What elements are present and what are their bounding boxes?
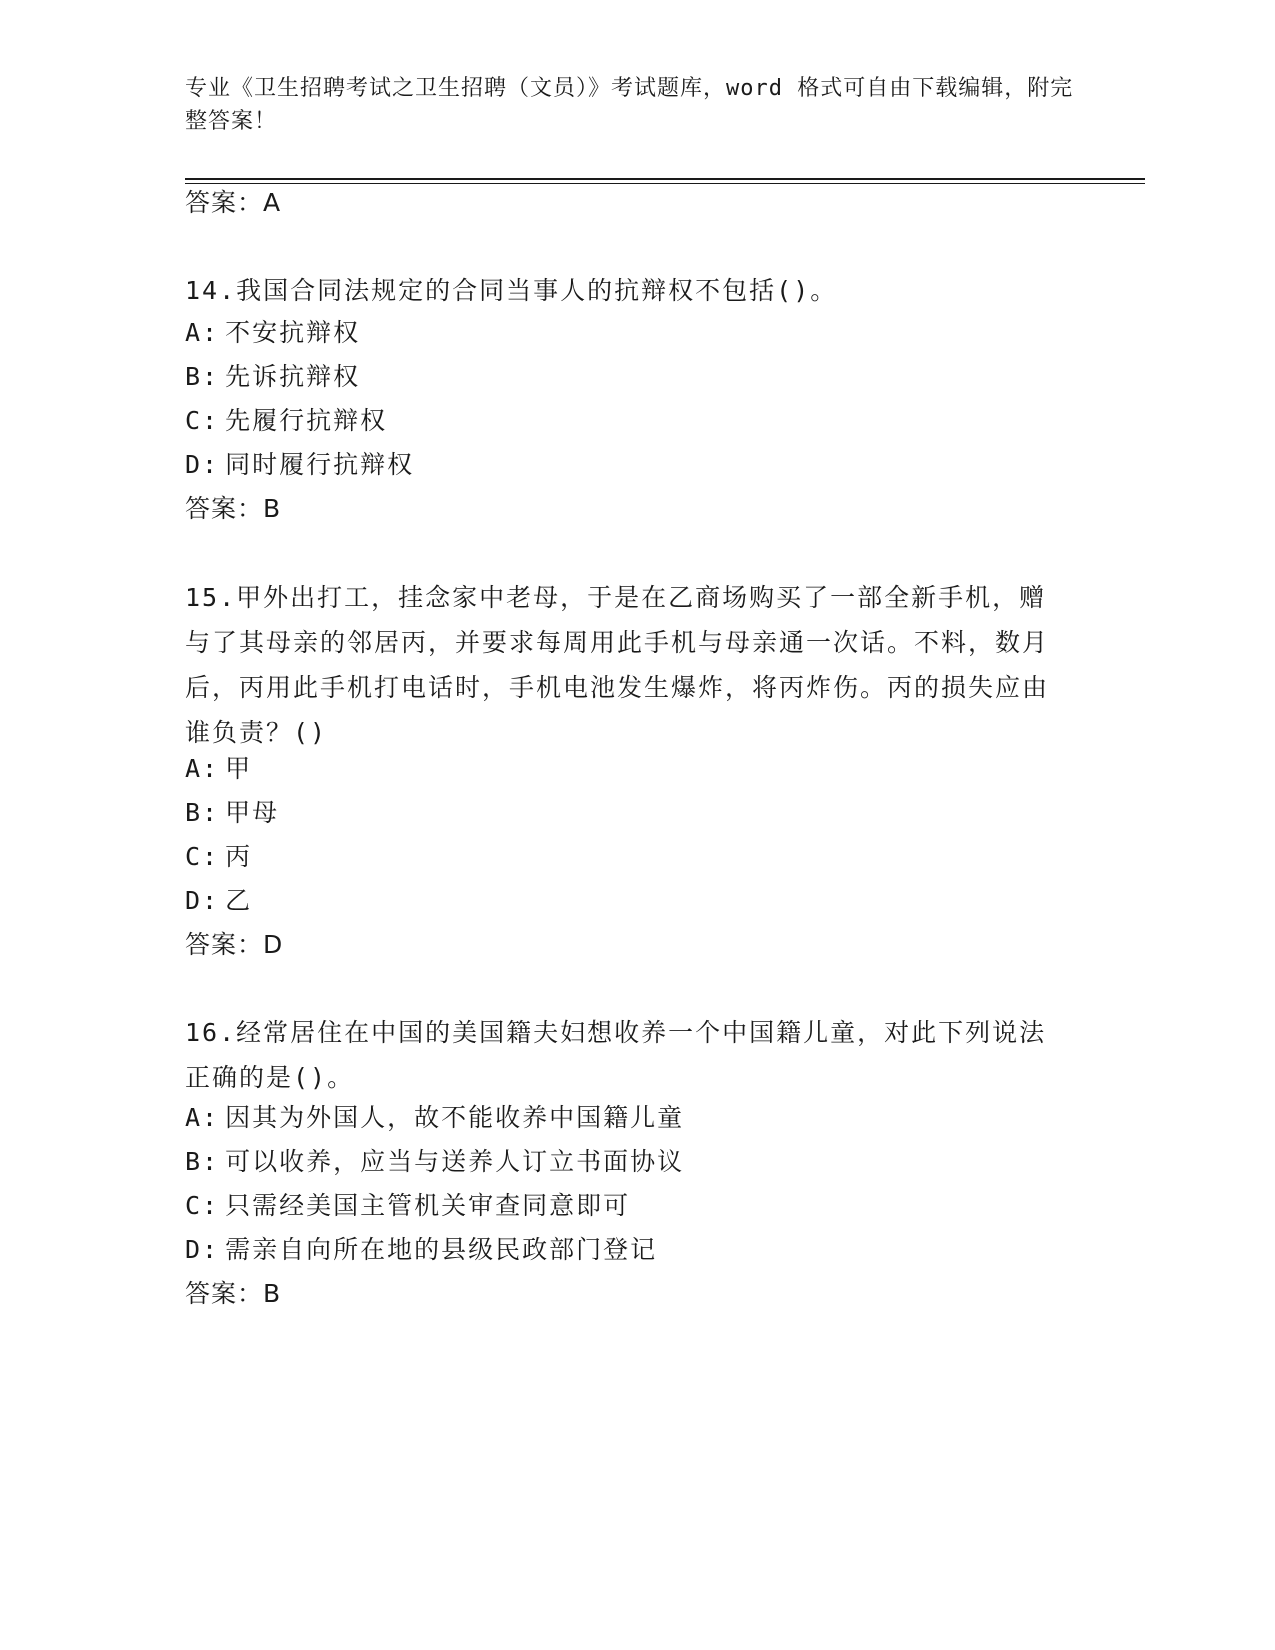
option-letter: D: (185, 1235, 220, 1264)
option-letter: A: (185, 1103, 220, 1132)
answer-line: 答案：D (185, 930, 284, 959)
option-text: 丙 (225, 842, 253, 871)
option-b (185, 1145, 684, 1179)
option-letter: C: (185, 1191, 220, 1220)
option-letter: B: (185, 362, 220, 391)
answer-line: 答案：B (185, 1279, 282, 1308)
answer-line: 答案：A (185, 188, 282, 217)
option-text: 甲母 (225, 798, 280, 827)
option-d (185, 1233, 657, 1267)
header-divider-thick (185, 178, 1145, 180)
option-d (185, 448, 414, 482)
option-text: 先履行抗辩权 (225, 406, 388, 435)
option-text: 只需经美国主管机关审查同意即可 (225, 1191, 631, 1220)
option-letter: C: (185, 406, 220, 435)
option-text: 不安抗辩权 (225, 318, 361, 347)
option-letter: A: (185, 754, 220, 783)
option-d (185, 884, 252, 918)
option-text: 因其为外国人，故不能收养中国籍儿童 (225, 1103, 685, 1132)
header-divider-thin (185, 183, 1145, 184)
option-c (185, 1189, 630, 1223)
option-a (185, 752, 252, 786)
option-text: 可以收养，应当与送养人订立书面协议 (225, 1147, 685, 1176)
option-letter: A: (185, 318, 220, 347)
question-stem: 15.甲外出打工，挂念家中老母，于是在乙商场购买了一部全新手机，赠与了其母亲的邻居丙，并要求每周用此手机与母亲通一次话。不料，数月后，丙用此手机打电话时，手机电池发生爆炸，将丙炸伤。丙的损失应由谁负责？() (185, 583, 1050, 747)
question-stem: 16.经常居住在中国的美国籍夫妇想收养一个中国籍儿童，对此下列说法正确的是()。 (185, 1018, 1047, 1092)
option-letter: D: (185, 450, 220, 479)
option-b (185, 360, 360, 394)
option-letter: B: (185, 798, 220, 827)
option-text: 甲 (225, 754, 253, 783)
option-letter: D: (185, 886, 220, 915)
option-a (185, 1101, 684, 1135)
document-header: 专业《卫生招聘考试之卫生招聘（文员）》考试题库，word 格式可自由下载编辑，附完整答案！ (185, 76, 1074, 134)
option-text: 先诉抗辩权 (225, 362, 361, 391)
answer-line: 答案：B (185, 494, 282, 523)
option-a (185, 316, 360, 350)
option-c (185, 404, 387, 438)
option-text: 乙 (225, 886, 253, 915)
question-stem: 14.我国合同法规定的合同当事人的抗辩权不包括()。 (185, 276, 838, 305)
option-text: 同时履行抗辩权 (225, 450, 415, 479)
option-letter: B: (185, 1147, 220, 1176)
option-b (185, 796, 279, 830)
option-letter: C: (185, 842, 220, 871)
option-text: 需亲自向所在地的县级民政部门登记 (225, 1235, 658, 1264)
option-c (185, 840, 252, 874)
